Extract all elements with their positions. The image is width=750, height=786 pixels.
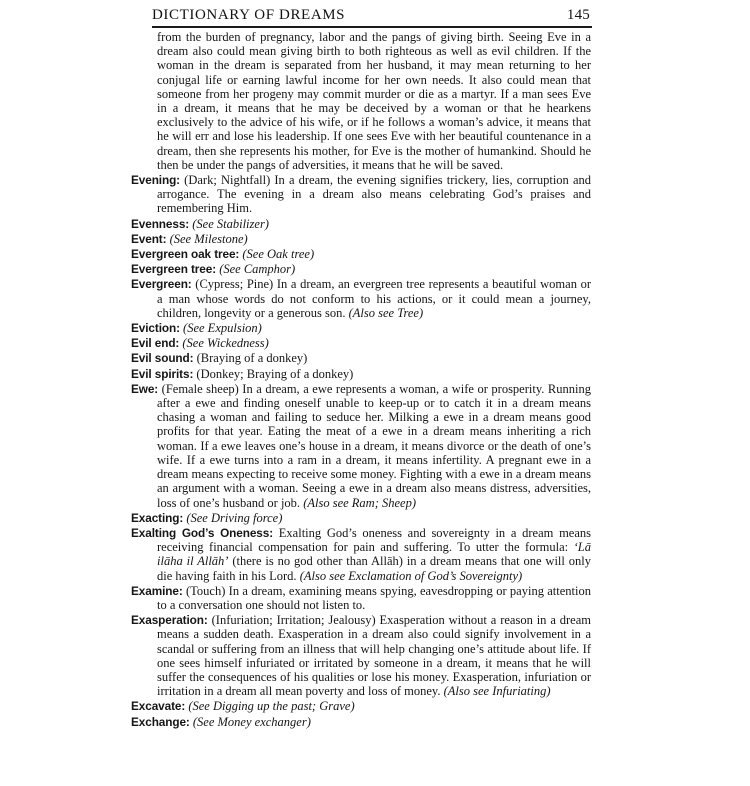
- entry-cross-reference: (See Camphor): [219, 262, 296, 277]
- entry-definition: Exalting God’s oneness and sovereignty in a dream means receiving financial compensation for pain and suffering. To utter the formula:: [157, 525, 592, 555]
- page-number: 145: [566, 7, 590, 23]
- entry-term: Evil sound:: [131, 351, 194, 366]
- header-rule: [152, 26, 592, 28]
- entry: [131, 262, 591, 276]
- entry: [131, 511, 591, 525]
- entry-definition: (Infuriation; Irritation; Jealousy) Exasperation without a reason in a dream means a sudden death. Exasperation in a dream also could signify involvement in a scandal or suffering from an illness that will help changing one’s attitude about life. If one sees himself infuriated or irritated by someone in a dream, it means that he will suffer the consequences of his qualities or lose his money. Exasperation, infuriation or irritation in a dream all mean poverty and loss of money.: [157, 613, 592, 699]
- entry-definition: (Touch) In a dream, examining means spying, eavesdropping or paying attention to a conversation one should not listen to.: [157, 583, 591, 612]
- entry-term: Event:: [131, 231, 167, 246]
- entry-term: Evil spirits:: [131, 366, 194, 381]
- entry-cross-reference: (Also see Tree): [348, 305, 424, 320]
- entry: [131, 699, 591, 713]
- entry-term: Eviction:: [131, 321, 180, 336]
- entry-term: Examine:: [131, 583, 183, 598]
- entry: [131, 277, 591, 320]
- entry-definition: (Female sheep) In a dream, a ewe represents a woman, a wife or prosperity. Running after a ewe and finding oneself unable to keep-up or to catch it in a dream means chasing a woman and failing to seduce her. Milking a ewe in a dream means good profits for that year. Eating the meat of a ewe in a dream means inheriting a rich woman. If a ewe leaves one’s house in a dream, it means divorce or the death of one’s wife. If a ewe turns into a ram in a dream, it means infertility. A pregnant ewe in a dream means expecting to receive some money. Fighting with a ewe in a dream means an argument with a woman. Seeing a ewe in a dream also means distress, adversities, loss of one’s husband or job.: [157, 381, 591, 510]
- entry: [131, 336, 591, 350]
- running-head-title: DICTIONARY OF DREAMS: [152, 7, 346, 23]
- entry-cross-reference: (See Milestone): [169, 231, 248, 246]
- entry-term: Evergreen:: [131, 277, 192, 292]
- entry-cross-reference: (See Digging up the past; Grave): [188, 699, 355, 714]
- entry: [131, 526, 591, 583]
- entry-term: Exasperation:: [131, 613, 208, 628]
- entry: [131, 382, 591, 510]
- entry-term: Ewe:: [131, 381, 159, 396]
- entry-cross-reference: ‘Lā ilāha il Allāh’: [157, 540, 591, 569]
- entry: [131, 367, 591, 381]
- dictionary-entries: [131, 173, 591, 729]
- running-header: [152, 7, 590, 24]
- entry-cross-reference: (See Wickedness): [182, 336, 269, 351]
- entry-term: Exalting God’s Oneness:: [131, 525, 274, 540]
- entry-cross-reference: (See Money exchanger): [192, 714, 311, 729]
- entry-definition: (Cypress; Pine) In a dream, an evergreen tree represents a beautiful woman or a man whose words do not conform to his actions, or it could mean a journey, children, longevity or a generous son.: [157, 277, 591, 320]
- entry-cross-reference: (Also see Exclamation of God’s Sovereignty): [299, 568, 523, 583]
- entry-term: Evening:: [131, 173, 181, 188]
- entry-term: Evergreen tree:: [131, 262, 217, 277]
- entry-definition: (Dark; Nightfall) In a dream, the evening signifies trickery, lies, corruption and arrogance. The evening in a dream also means celebrating God’s praises and remembering Him.: [157, 173, 592, 216]
- entry-term: Evenness:: [131, 216, 190, 231]
- entry-definition: (Donkey; Braying of a donkey): [196, 366, 354, 381]
- entry-definition: (Braying of a donkey): [196, 351, 308, 366]
- entry: [131, 217, 591, 231]
- entry-cross-reference: (See Expulsion): [183, 321, 262, 336]
- entry-term: Exchange:: [131, 714, 190, 729]
- entry-term: Evil end:: [131, 336, 180, 351]
- entry: [131, 232, 591, 246]
- entry: [131, 173, 591, 216]
- entry-cross-reference: (See Oak tree): [242, 247, 315, 262]
- entry-definition: (there is no god other than Allāh) in a dream means that one will only die having faith in his Lord.: [157, 554, 592, 583]
- page-body: [131, 30, 591, 730]
- entry: [131, 584, 591, 612]
- entry-cross-reference: (Also see Ram; Sheep): [303, 495, 416, 510]
- entry-term: Excavate:: [131, 699, 186, 714]
- entry-term: Exacting:: [131, 510, 184, 525]
- entry-cross-reference: (See Stabilizer): [192, 216, 269, 231]
- continuation-paragraph: from the burden of pregnancy, labor and the pangs of giving birth. Seeing Eve in a dream also could mean giving birth to both righteous as well as evil children. If the woman in the dream is separated from her husband, it may mean returning to her conjugal life or earning lawful income for her own needs. It also could mean that someone from her progeny may commit murder or die as a martyr. If a man sees Eve in a dream, it means that he may be deceived by a woman or that he hearkens exclusively to the advice of his wife, or if he follows a woman’s advice, it means that he will err and lose his leadership. If one sees Eve with her beautiful countenance in a dream, then she represents his mother, for Eve is the mother of humankind. Should he then be under the pangs of adversities, it means that he will be saved.: [157, 30, 591, 172]
- entry: [131, 715, 591, 729]
- entry: [131, 613, 591, 698]
- entry: [131, 247, 591, 261]
- entry: [131, 321, 591, 335]
- entry-cross-reference: (Also see Infuriating): [443, 684, 551, 699]
- entry-cross-reference: (See Driving force): [186, 510, 283, 525]
- entry-term: Evergreen oak tree:: [131, 247, 240, 262]
- entry: [131, 351, 591, 365]
